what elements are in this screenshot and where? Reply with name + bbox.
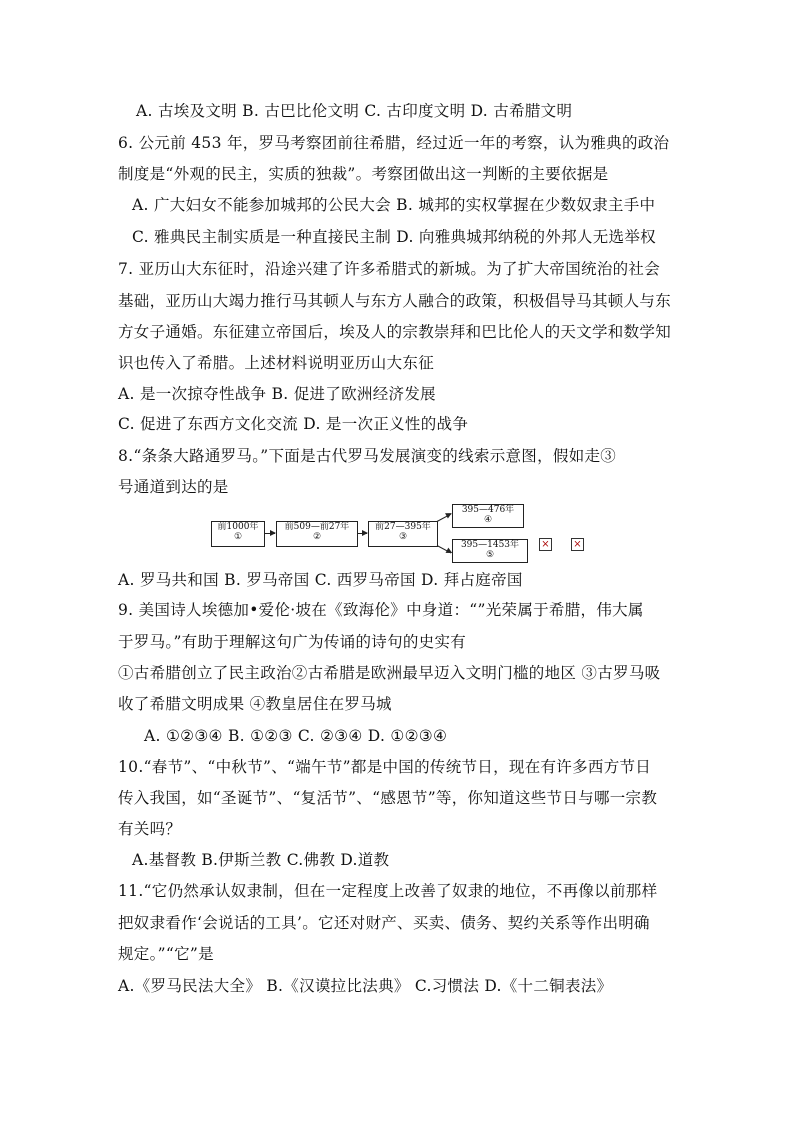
question-9-line-2: 于罗马。”有助于理解这句广为传诵的诗句的史实有 <box>118 633 467 651</box>
question-7-options-cd: C. 促进了东西方文化交流 D. 是一次正义性的战争 <box>118 415 469 433</box>
timeline-box-3-label: 前27—395年 <box>375 522 431 532</box>
question-11-line-2: 把奴隶看作‘会说话的工具’。它还对财产、买卖、债务、契约关系等作出明确 <box>118 914 650 932</box>
question-11-line-1: 11.“它仍然承认奴隶制，但在一定程度上改善了奴隶的地位，不再像以前那样 <box>118 882 658 900</box>
question-6-options-ab: A. 广大妇女不能参加城邦的公民大会 B. 城邦的实权掌握在少数奴隶主手中 <box>132 196 656 214</box>
arrow-3-4 <box>437 514 452 522</box>
question-7-line-2: 基础，亚历山大竭力推行马其顿人与东方人融合的政策，积极倡导马其顿人与东 <box>118 292 672 310</box>
arrow-1-2 <box>264 533 275 534</box>
question-7-line-3: 方女子通婚。东征建立帝国后，埃及人的宗教崇拜和巴比伦人的天文学和数学知 <box>118 323 672 341</box>
question-6-options-cd: C. 雅典民主制实质是一种直接民主制 D. 向雅典城邦纳税的外邦人无选举权 <box>132 228 656 246</box>
timeline-box-2-num: ② <box>312 532 322 542</box>
question-6-line-1: 6. 公元前 453 年，罗马考察团前往希腊，经过近一年的考察，认为雅典的政治 <box>118 134 670 152</box>
timeline-box-5 <box>452 539 528 563</box>
timeline-box-3 <box>368 521 438 547</box>
question-8-line-1: 8.“条条大路通罗马。”下面是古代罗马发展演变的线索示意图，假如走③ <box>118 447 617 465</box>
question-9-options: A. ①②③④ B. ①②③ C. ②③④ D. ①②③④ <box>144 727 448 745</box>
question-10-line-2: 传入我国，如“圣诞节”、“复活节”、“感恩节”等，你知道这些节日与哪一宗教 <box>118 789 658 807</box>
question-9-statements-1: ①古希腊创立了民主政治②古希腊是欧洲最早迈入文明门槛的地区 ③古罗马吸 <box>118 664 661 682</box>
question-7-line-1: 7. 亚历山大东征时，沿途兴建了许多希腊式的新城。为了扩大帝国统治的社会 <box>118 260 661 278</box>
question-9-line-1: 9. 美国诗人埃德加•爱伦·坡在《致海伦》中身道：“”光荣属于希腊，伟大属 <box>118 601 644 619</box>
question-10-line-1: 10.“春节”、“中秋节”、“端午节”都是中国的传统节日，现在有许多西方节日 <box>118 758 652 776</box>
timeline-box-1-num: ① <box>233 532 243 542</box>
question-10-options: A.基督教 B.伊斯兰教 C.佛教 D.道教 <box>132 851 390 869</box>
timeline-box-4-num: ④ <box>483 515 493 525</box>
timeline-box-1-label: 前1000年 <box>217 522 259 532</box>
question-8-line-2: 号通道到达的是 <box>118 478 229 496</box>
timeline-box-2-label: 前509—前27年 <box>284 522 350 532</box>
question-10-line-3: 有关吗？ <box>118 820 182 838</box>
question-11-line-3: 规定。”“它”是 <box>118 945 214 963</box>
arrow-3-5 <box>437 545 452 553</box>
timeline-box-1 <box>211 521 265 547</box>
question-6-line-2: 制度是“外观的民主，实质的独裁”。考察团做出这一判断的主要依据是 <box>118 165 609 183</box>
question-8-options: A. 罗马共和国 B. 罗马帝国 C. 西罗马帝国 D. 拜占庭帝国 <box>118 571 523 589</box>
timeline-box-2 <box>276 521 358 547</box>
timeline-box-4-label: 395—476年 <box>461 505 515 515</box>
close-icon: × <box>571 538 584 551</box>
option-line-q5: A. 古埃及文明 B. 古巴比伦文明 C. 古印度文明 D. 古希腊文明 <box>136 102 573 120</box>
question-11-options: A.《罗马民法大全》 B.《汉谟拉比法典》 C.习惯法 D.《十二铜表法》 <box>118 977 613 995</box>
timeline-box-4 <box>452 504 524 528</box>
timeline-box-5-num: ⑤ <box>485 550 495 560</box>
timeline-box-3-num: ③ <box>398 532 408 542</box>
arrow-2-3 <box>357 533 367 534</box>
question-9-statements-2: 收了希腊文明成果 ④教皇居住在罗马城 <box>118 695 392 713</box>
question-7-options-ab: A. 是一次掠夺性战争 B. 促进了欧洲经济发展 <box>118 385 436 403</box>
timeline-box-5-label: 395—1453年 <box>460 540 520 550</box>
question-7-line-4: 识也传入了希腊。上述材料说明亚历山大东征 <box>118 354 435 372</box>
close-icon: × <box>539 538 552 551</box>
